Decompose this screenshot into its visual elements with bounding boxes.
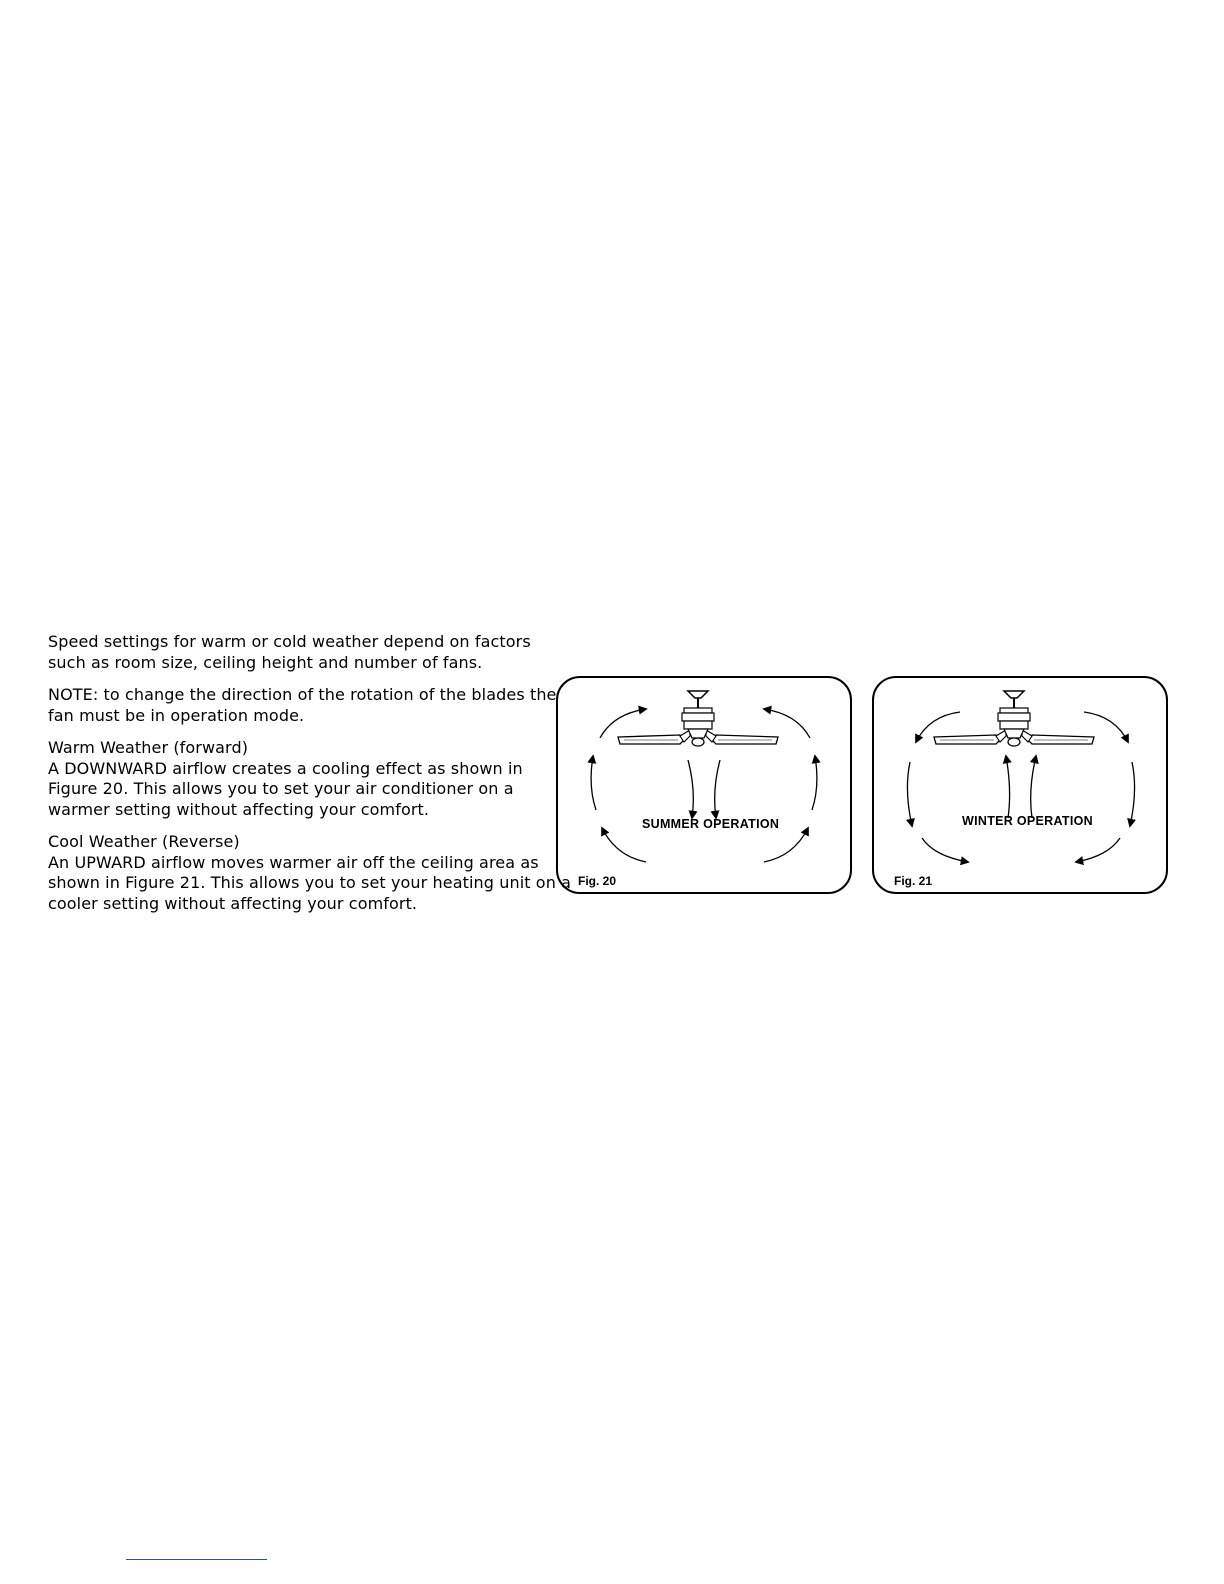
airflow-arrow	[922, 838, 968, 862]
airflow-arrow	[688, 760, 693, 818]
summer-operation-figure	[556, 676, 852, 894]
cool-weather-line: shown in Figure 21. This allows you to set your heating unit on a	[48, 873, 572, 892]
winter-fan-diagram	[874, 678, 1168, 894]
airflow-arrow	[715, 760, 720, 818]
summer-operation-caption: SUMMER OPERATION	[642, 817, 780, 831]
airflow-arrow	[812, 756, 817, 810]
warm-weather-line: warmer setting without affecting your comfort.	[48, 799, 430, 819]
note-line: fan must be in operation mode.	[48, 705, 305, 725]
cool-weather-section	[48, 832, 572, 914]
figure-20-label: Fig. 20	[578, 874, 617, 888]
airflow-arrow	[764, 709, 810, 738]
winter-operation-caption: WINTER OPERATION	[962, 814, 1093, 828]
warm-weather-line: Figure 20. This allows you to set your air conditioner on a	[48, 779, 514, 798]
note-line: NOTE: to change the direction of the rotation of the blades the	[48, 685, 557, 704]
cool-weather-heading: Cool Weather (Reverse)	[48, 832, 240, 851]
intro-paragraph	[48, 632, 548, 673]
warm-weather-heading: Warm Weather (forward)	[48, 738, 249, 757]
airflow-arrow	[1006, 756, 1010, 818]
cool-weather-line: An UPWARD airflow moves warmer air off the ceiling area as	[48, 852, 539, 872]
airflow-arrow	[1076, 838, 1120, 862]
winter-operation-figure	[872, 676, 1168, 894]
airflow-arrow	[907, 762, 912, 826]
airflow-arrow	[600, 709, 646, 738]
airflow-arrow	[764, 828, 808, 862]
intro-line: such as room size, ceiling height and number of fans.	[48, 652, 483, 672]
ceiling-fan-icon	[934, 691, 1094, 746]
airflow-arrow	[1130, 762, 1135, 826]
intro-line: Speed settings for warm or cold weather depend on factors	[48, 632, 531, 651]
airflow-arrow	[1031, 756, 1036, 818]
summer-fan-diagram	[558, 678, 852, 894]
warm-weather-line: A DOWNWARD airflow creates a cooling effect as shown in	[48, 758, 523, 778]
ceiling-fan-icon	[618, 691, 778, 746]
warm-weather-section	[48, 738, 548, 820]
figure-21-label: Fig. 21	[894, 874, 933, 888]
airflow-arrow	[591, 756, 596, 810]
instructions-text	[48, 632, 572, 926]
airflow-arrow	[602, 828, 646, 862]
cool-weather-line: cooler setting without affecting your comfort.	[48, 893, 418, 913]
footer-rule	[126, 1559, 267, 1560]
note-paragraph	[48, 685, 557, 726]
